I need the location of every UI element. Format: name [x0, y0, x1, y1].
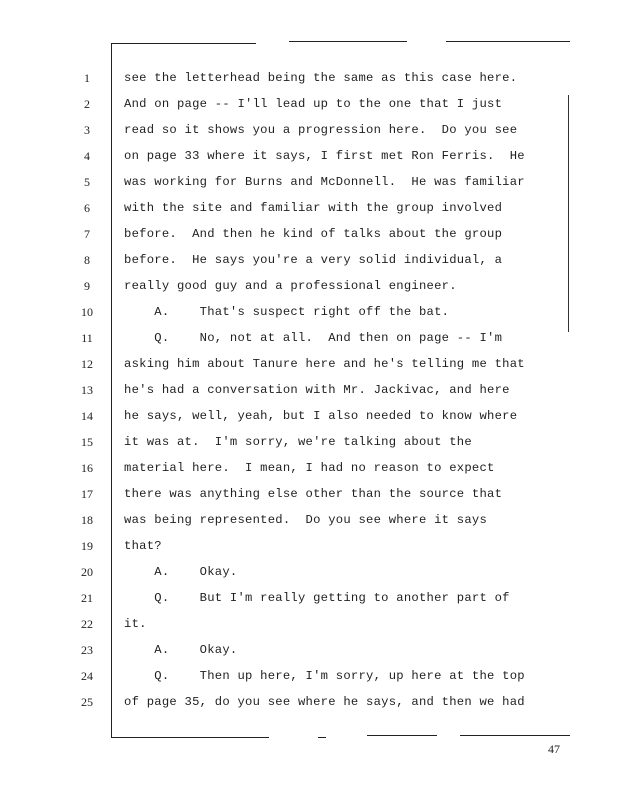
transcript-line	[0, 65, 618, 91]
line-number: 7	[84, 227, 90, 241]
line-number: 22	[81, 617, 93, 631]
top-rule-3	[446, 41, 570, 42]
line-number: 5	[84, 175, 90, 189]
line-number: 4	[84, 149, 90, 163]
transcript-line	[0, 143, 618, 169]
bottom-rule-3	[367, 735, 437, 736]
line-number: 6	[84, 201, 90, 215]
transcript-line	[0, 195, 618, 221]
transcript-line	[0, 377, 618, 403]
line-number: 8	[84, 253, 90, 267]
transcript-line	[0, 585, 618, 611]
line-number: 17	[81, 487, 93, 501]
transcript-line	[0, 637, 618, 663]
line-text: was being represented. Do you see where it says	[124, 513, 488, 527]
transcript-line	[0, 689, 618, 715]
line-number: 20	[81, 565, 93, 579]
line-text: really good guy and a professional engineer.	[124, 279, 457, 293]
line-text: A. That's suspect right off the bat.	[124, 305, 450, 319]
line-text: read so it shows you a progression here. Do you see	[124, 123, 518, 137]
transcript-line	[0, 325, 618, 351]
transcript-line	[0, 559, 618, 585]
line-text: he says, well, yeah, but I also needed to know where	[124, 409, 518, 423]
transcript-line	[0, 663, 618, 689]
transcript-line	[0, 533, 618, 559]
line-text: it.	[124, 617, 147, 631]
line-number: 24	[81, 669, 93, 683]
line-number: 25	[81, 695, 93, 709]
line-text: of page 35, do you see where he says, and then we had	[124, 695, 525, 709]
line-number: 14	[81, 409, 93, 423]
line-text: was working for Burns and McDonnell. He was familiar	[124, 175, 525, 189]
line-number: 13	[81, 383, 93, 397]
line-text: A. Okay.	[124, 643, 238, 657]
page-number: 47	[548, 742, 560, 756]
line-number: 10	[81, 305, 93, 319]
top-rule-1	[111, 43, 256, 44]
line-number: 9	[84, 279, 90, 293]
line-number: 12	[81, 357, 93, 371]
transcript-line	[0, 403, 618, 429]
line-text: Q. Then up here, I'm sorry, up here at the top	[124, 669, 525, 683]
line-number: 2	[84, 97, 90, 111]
line-text: material here. I mean, I had no reason to expect	[124, 461, 495, 475]
transcript-line	[0, 455, 618, 481]
bottom-rule-2	[318, 737, 326, 738]
line-number: 16	[81, 461, 93, 475]
line-text: before. He says you're a very solid individual, a	[124, 253, 503, 267]
transcript-line	[0, 299, 618, 325]
line-text: Q. But I'm really getting to another part of	[124, 591, 510, 605]
line-number: 18	[81, 513, 93, 527]
transcript-line	[0, 611, 618, 637]
line-text: before. And then he kind of talks about the group	[124, 227, 503, 241]
line-number: 1	[84, 71, 90, 85]
transcript-line	[0, 247, 618, 273]
line-text: asking him about Tanure here and he's telling me that	[124, 357, 525, 371]
line-text: on page 33 where it says, I first met Ron Ferris. He	[124, 149, 525, 163]
transcript-line	[0, 117, 618, 143]
bottom-rule-1	[111, 737, 269, 738]
line-number: 23	[81, 643, 93, 657]
transcript-line	[0, 221, 618, 247]
transcript-line	[0, 481, 618, 507]
top-rule-2	[289, 41, 407, 42]
line-text: A. Okay.	[124, 565, 238, 579]
line-text: he's had a conversation with Mr. Jackivac, and here	[124, 383, 510, 397]
transcript-line	[0, 507, 618, 533]
line-number: 11	[81, 331, 93, 345]
transcript-line	[0, 351, 618, 377]
transcript-line	[0, 273, 618, 299]
line-text: with the site and familiar with the group involved	[124, 201, 503, 215]
transcript-line	[0, 91, 618, 117]
transcript-line	[0, 169, 618, 195]
line-number: 21	[81, 591, 93, 605]
line-number: 19	[81, 539, 93, 553]
bottom-rule-4	[460, 735, 570, 736]
line-number: 15	[81, 435, 93, 449]
line-text: there was anything else other than the source that	[124, 487, 503, 501]
line-text: Q. No, not at all. And then on page -- I'm	[124, 331, 503, 345]
line-text: it was at. I'm sorry, we're talking about the	[124, 435, 472, 449]
line-text: that?	[124, 539, 162, 553]
line-number: 3	[84, 123, 90, 137]
line-text: And on page -- I'll lead up to the one that I just	[124, 97, 503, 111]
transcript-line	[0, 429, 618, 455]
line-text: see the letterhead being the same as this case here.	[124, 71, 518, 85]
